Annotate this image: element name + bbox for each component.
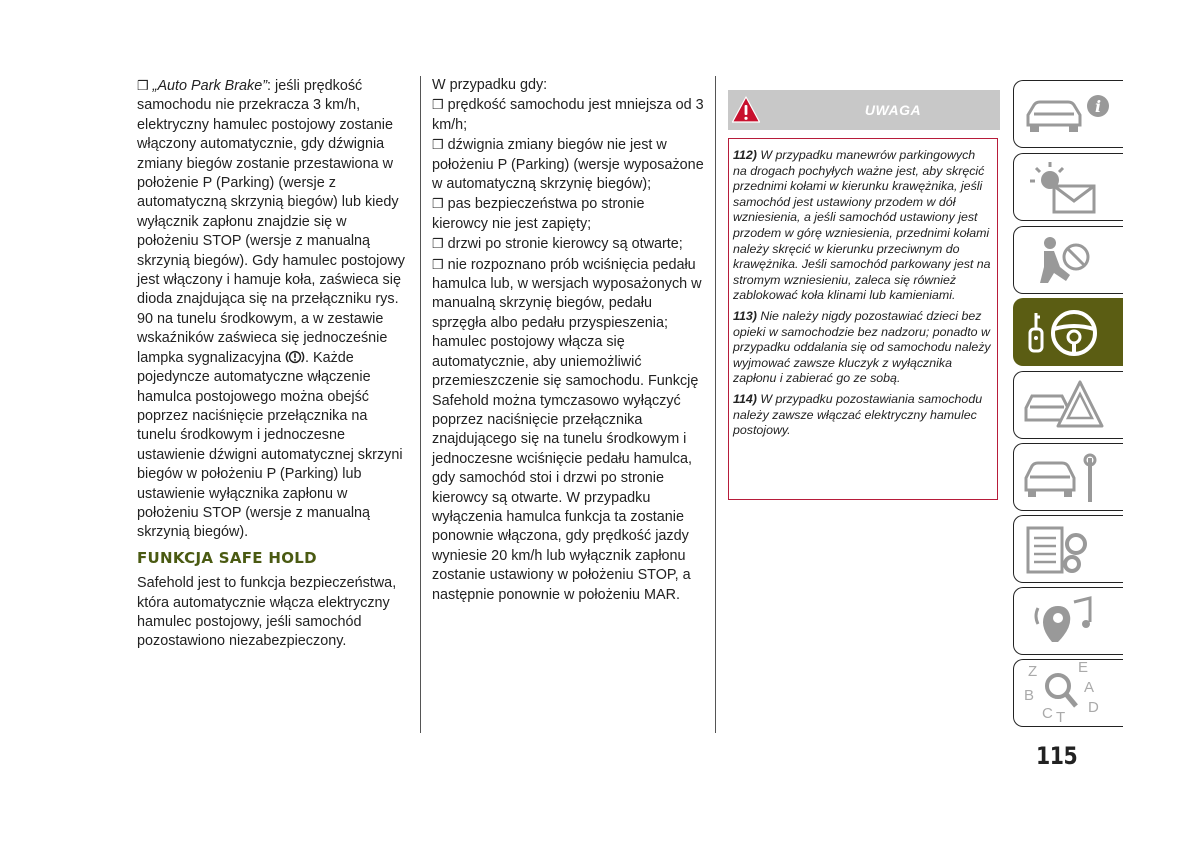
auto-park-brake-text: : jeśli prędkość samochodu nie przekracza 3 km/h, elektryczny hamulec postojowy zostanie włączony automatycznie, gdy dźwignia zmiany biegów zostanie przestawiona w położenie P (Parking) (wersje z automatyczną skrzynią biegów) lub kiedy wyłącznik zapłonu znajdzie się w położeniu STOP (wersje z manualną skrzynią biegów). Gdy hamulec postojowy jest włączony i hamuje koła, zaświeca się dioda znajdująca się na przełączniku rys. 90 na tunelu środkowym, a w zestawie wskaźników zaświeca się jednocześnie lampka sygnalizacyjna	[137, 78, 405, 366]
list-closing: hamulec postojowy włącza się automatycznie, aby uniemożliwić przemieszczenie się samochodu. Funkcję Safehold można tymczasowo wyłączyć poprzez naciśnięcie przełącznika znajdującego się na tunelu środkowym i jednoczesne wciśnięcie pedału hamulca, gdy samochód stoi i drzwi po stronie kierowcy są otwarte. W przypadku wyłączenia hamulca funkcja ta zostanie ponownie włączona, gdy prędkość jazdy wyniesie 20 km/h lub wyłącznik zapłonu zostanie ustawiony w położeniu STOP, a następnie ponownie w położeniu MAR.	[432, 334, 699, 603]
airbag-icon	[1014, 227, 1124, 295]
bullet: ❒	[137, 78, 149, 93]
tab-multimedia[interactable]	[1013, 587, 1123, 655]
tab-emergency[interactable]	[1013, 371, 1123, 439]
column-divider	[420, 76, 421, 733]
multimedia-icon	[1014, 588, 1124, 656]
index-letter: A	[1084, 679, 1095, 696]
paragraph-safehold: Safehold jest to funkcja bezpieczeństwa, która automatycznie włącza elektryczny hamulec postojowy, jeśli samochód pozostawiono niezabezpieczony.	[137, 575, 397, 650]
list-item: ❒ nie rozpoznano prób wciśnięcia pedału hamulca lub, w wersjach wyposażonych w manualną skrzynię biegów, pedału sprzęgła albo pedału przyspieszenia;	[432, 256, 702, 331]
warning-title: UWAGA	[864, 102, 922, 118]
auto-park-brake-term: „Auto Park Brake”	[152, 78, 268, 94]
warning-note: 114) W przypadku pozostawiania samochodu należy zawsze włączać elektryczny hamulec postojowy.	[733, 391, 983, 438]
list-intro: W przypadku gdy:	[432, 77, 548, 93]
index-letter: E	[1078, 660, 1089, 676]
paragraph-auto-park-brake	[137, 76, 407, 543]
key-steering-wheel-icon	[1014, 299, 1124, 367]
column-1	[137, 76, 407, 652]
index-letter: Z	[1028, 663, 1038, 680]
tab-safety[interactable]	[1013, 226, 1123, 294]
auto-park-brake-text-cont: . Każde pojedyncze automatyczne włączenie hamulca postojowego można obejść poprzez naciśnięcie przełącznika na tunelu środkowym i jednoczesne ustawienie dźwigni automatycznej skrzyni biegów w położeniu P (Parking) lub ustawienie wyłącznika zapłonu w położeniu STOP (wersje z manualną skrzynią biegów).	[137, 349, 403, 541]
car-wrench-icon	[1014, 444, 1124, 512]
tab-technical-data[interactable]	[1013, 515, 1123, 583]
index-letter: C	[1042, 705, 1053, 722]
sun-envelope-icon	[1014, 154, 1124, 222]
warning-note: 113) Nie należy nigdy pozostawiać dzieci bez opieki w samochodzie bez nadzoru; ponadto w przypadku oddalania się od samochodu należy wyjmować zawsze kluczyk z wyłącznika zapłonu i zabierać go ze sobą.	[733, 308, 991, 386]
tab-maintenance[interactable]	[1013, 443, 1123, 511]
warning-triangle-icon	[731, 95, 761, 125]
column-divider	[715, 76, 716, 733]
list-item: ❒ drzwi po stronie kierowcy są otwarte;	[432, 236, 683, 253]
tab-starting-driving[interactable]	[1013, 298, 1123, 366]
svg-text:i: i	[1094, 97, 1102, 116]
tab-lights-messages[interactable]	[1013, 153, 1123, 221]
list-item: ❒ dźwignia zmiany biegów nie jest w położeniu P (Parking) (wersje wyposażone w automatyczną skrzynię biegów);	[432, 137, 704, 193]
section-title: FUNKCJA SAFE HOLD	[137, 548, 317, 567]
index-magnifier-icon	[1014, 660, 1124, 728]
tab-dashboard-info[interactable]	[1013, 80, 1123, 148]
list-item: ❒ prędkość samochodu jest mniejsza od 3 km/h;	[432, 97, 704, 133]
warning-box	[728, 138, 998, 500]
tab-index[interactable]	[1013, 659, 1123, 727]
index-letters	[1024, 660, 1099, 726]
warning-note: 112) W przypadku manewrów parkingowych na drogach pochyłych ważne jest, aby skręcić przednimi kołami w kierunku krawężnika, jeśli samochód jest ustawiony przodem w dół wzniesienia, a jeśli samochód ustawiony jest przodem w górę wzniesienia, przednimi kołami należy skręcić w kierunku przeciwnym do krawężnika. Jeśli samochód parkowany jest na stromym wzniesieniu, zaleca się również zablokować koła klinami lub kamieniami.	[733, 148, 991, 303]
index-letter: B	[1024, 687, 1035, 704]
column-2	[432, 76, 704, 605]
page-number: 115	[1036, 742, 1078, 770]
car-info-icon	[1014, 81, 1124, 149]
list-item: ❒ pas bezpieczeństwa po stronie kierowcy nie jest zapięty;	[432, 196, 645, 232]
index-letter: T	[1056, 709, 1066, 726]
emergency-icon	[1014, 372, 1124, 440]
warning-header	[728, 90, 1000, 130]
document-gears-icon	[1014, 516, 1124, 584]
index-letter: D	[1088, 699, 1099, 716]
parking-brake-warning-icon	[285, 349, 305, 365]
